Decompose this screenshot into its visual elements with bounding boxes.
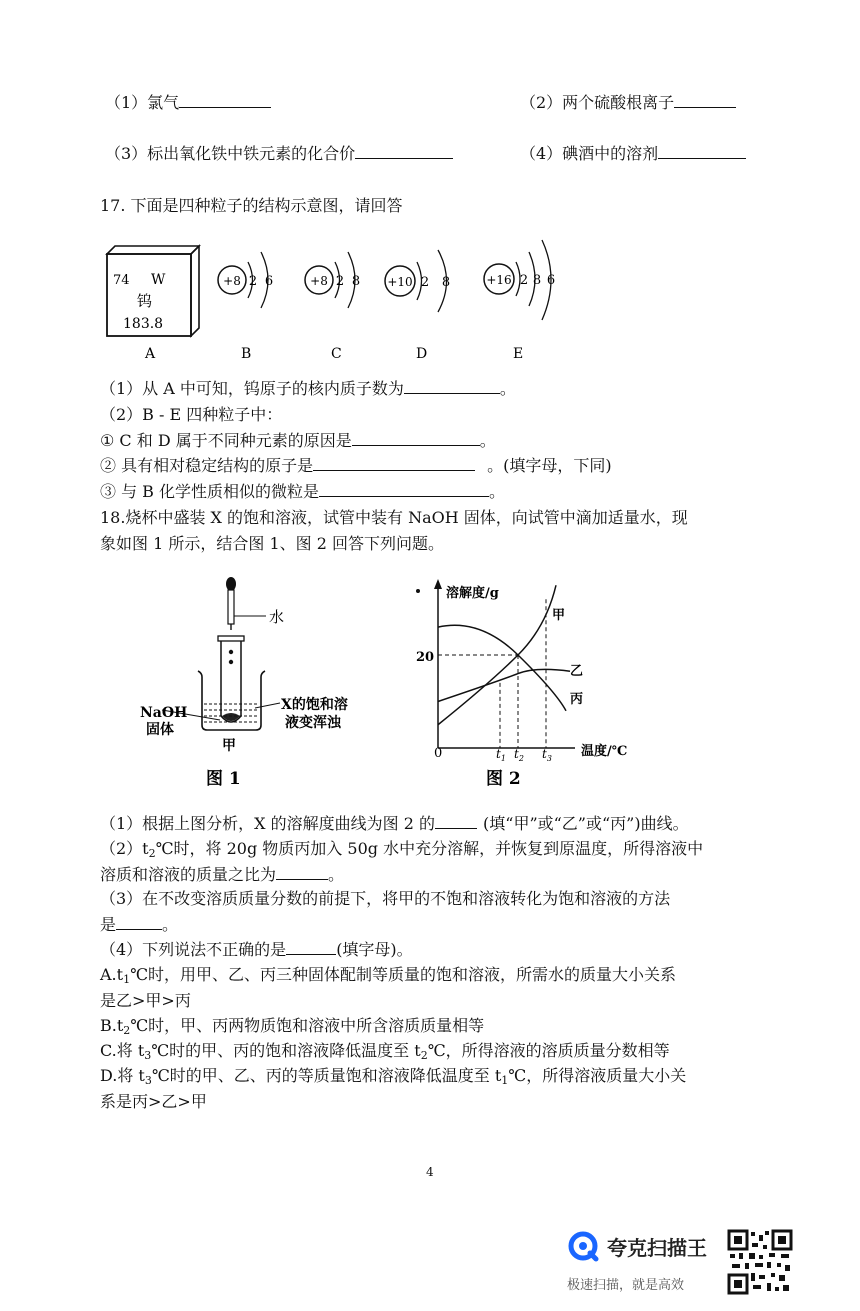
qr-code-icon <box>727 1229 793 1295</box>
svg-text:+8: +8 <box>310 274 328 288</box>
label-C: C <box>331 346 342 362</box>
svg-text:2: 2 <box>335 274 345 289</box>
q18-p3b: 是 。 <box>100 915 179 934</box>
figure-1 <box>130 570 390 795</box>
series-label-yi: 乙 <box>570 664 584 679</box>
y-axis-label: 溶解度/g <box>446 586 499 601</box>
curve-yi <box>438 669 570 701</box>
y-tick-20: 20 <box>416 650 435 665</box>
figure-2-solubility-chart <box>410 575 650 795</box>
svg-text:6: 6 <box>546 273 556 288</box>
x-tick-t3: $t_3$ <box>542 747 552 763</box>
q18-optA1: $A.t_1℃$时，用甲、乙、丙三种固体配制等质量的饱和溶液，所需水的质量大小关系 <box>100 965 676 986</box>
q18-p3a: （3）在不改变溶质质量分数的前提下，将甲的不饱和溶液转化为饱和溶液的方法 <box>100 889 671 908</box>
brand-name: 夸克扫描王 <box>607 1236 707 1260</box>
q18-optA2: 是乙>甲>丙 <box>100 991 191 1010</box>
naoh-label-1: NaOH <box>140 705 188 721</box>
svg-text:8: 8 <box>351 274 361 289</box>
figure-1-caption: 图 1 <box>206 769 241 789</box>
label-A: A <box>145 346 156 362</box>
x-label-1: X的饱和溶 <box>281 697 348 713</box>
q17-line1: （1）从 A 中可知，钨原子的核内质子数为 。 <box>100 379 516 398</box>
x-tick-t2: $t_2$ <box>514 747 524 763</box>
label-B: B <box>241 346 252 362</box>
svg-text:+10: +10 <box>387 275 413 289</box>
answer-blank[interactable] <box>674 92 736 108</box>
figure-2-caption: 图 2 <box>486 769 521 789</box>
svg-text:8: 8 <box>441 275 451 290</box>
particle-E <box>484 240 555 320</box>
answer-blank[interactable] <box>658 143 746 159</box>
label-E: E <box>513 346 524 362</box>
q18-optD: D.将 $t_3℃$时的甲、乙、丙的等质量饱和溶液降低温度至 $t_1℃$，所得溶液质量大小关 <box>100 1066 687 1087</box>
jia-label: 甲 <box>222 738 236 754</box>
y-axis-arrow-icon <box>434 579 442 589</box>
label-D: D <box>416 346 428 362</box>
q16-item3: （3）标出氧化铁中铁元素的化合价 <box>105 143 453 164</box>
q16-item4: （4）碘酒中的溶剂 <box>520 143 746 164</box>
answer-blank[interactable] <box>276 864 328 880</box>
x-label-2: 液变浑浊 <box>285 715 341 731</box>
q18-p2b: 溶质和溶液的质量之比为 。 <box>100 865 345 884</box>
card-symbol: W <box>151 272 166 288</box>
origin-label: 0 <box>434 746 443 761</box>
x-tick-t1: $t_1$ <box>496 747 506 763</box>
svg-text:6: 6 <box>264 274 274 289</box>
dropper <box>226 577 284 630</box>
curve-bing <box>438 625 566 711</box>
answer-blank[interactable] <box>352 430 480 446</box>
q17-title: 17. 下面是四种粒子的结构示意图，请回答 <box>100 196 403 215</box>
brand-slogan: 极速扫描，就是高效 <box>567 1278 685 1293</box>
svg-text:+16: +16 <box>486 273 512 287</box>
answer-blank[interactable] <box>319 481 489 497</box>
x-axis-label: 温度/℃ <box>581 744 628 759</box>
answer-blank[interactable] <box>286 939 336 955</box>
card-mass: 183.8 <box>123 316 164 332</box>
answer-blank[interactable] <box>404 378 500 394</box>
answer-blank[interactable] <box>179 92 271 108</box>
page-number: 4 <box>426 1165 434 1179</box>
particle-D <box>385 250 450 312</box>
particle-C <box>305 252 360 308</box>
q18-intro1: 18.烧杯中盛装 X 的饱和溶液，试管中装有 NaOH 固体，向试管中滴加适量水，现 <box>100 508 688 527</box>
svg-text:2: 2 <box>519 273 529 288</box>
corner-dot-icon <box>416 589 420 593</box>
q18-optB: $B.t_2℃$时，甲、丙两物质饱和溶液中所含溶质质量相等 <box>100 1016 485 1037</box>
card-number: 74 <box>113 273 130 288</box>
answer-blank[interactable] <box>435 813 477 829</box>
particle-diagrams <box>95 232 575 367</box>
q17-line2: （2）B - E 四种粒子中： <box>100 405 283 424</box>
series-label-bing: 丙 <box>570 692 584 707</box>
q17-line3: ① C 和 D 属于不同种元素的原因是 。 <box>100 431 496 450</box>
particle-B <box>218 252 273 308</box>
svg-text:2: 2 <box>248 274 258 289</box>
series-label-jia: 甲 <box>552 608 566 623</box>
svg-text:8: 8 <box>532 273 542 288</box>
answer-blank[interactable] <box>116 914 162 930</box>
q17-line4: ② 具有相对稳定结构的原子是 。(填字母，下同) <box>100 456 612 475</box>
q17-line5: ③ 与 B 化学性质相似的微粒是 。 <box>100 482 506 501</box>
svg-text:+8: +8 <box>223 274 241 288</box>
q16-item2: （2）两个硫酸根离子 <box>520 92 736 113</box>
q18-optD2: 系是丙>乙>甲 <box>100 1092 207 1111</box>
q16-item1: （1）氯气 <box>105 92 271 113</box>
q18-p4: （4）下列说法不正确的是 (填字母)。 <box>100 940 413 959</box>
naoh-label-2: 固体 <box>146 722 174 738</box>
water-label: 水 <box>269 608 285 626</box>
svg-text:2: 2 <box>420 275 430 290</box>
q18-p2a: $(2)t_2℃$时，将 20g 物质丙加入 50g 水中充分溶解，并恢复到原温度，所得溶液中 <box>100 839 704 860</box>
q18-p1: （1）根据上图分析，X 的溶解度曲线为图 2 的 (填“甲”或“乙”或“丙”)曲线。 <box>100 814 689 833</box>
answer-blank[interactable] <box>355 143 453 159</box>
q18-intro2: 象如图 1 所示，结合图 1、图 2 回答下列问题。 <box>100 534 444 553</box>
element-card <box>107 246 199 336</box>
test-tube <box>218 636 244 722</box>
quark-logo-icon <box>567 1230 599 1262</box>
card-name: 钨 <box>137 292 153 310</box>
q18-optC: C.将 $t_3℃$时的甲、丙的饱和溶液降低温度至 $t_2℃$，所得溶液的溶质质量分数相等 <box>100 1041 670 1062</box>
answer-blank[interactable] <box>313 455 475 471</box>
